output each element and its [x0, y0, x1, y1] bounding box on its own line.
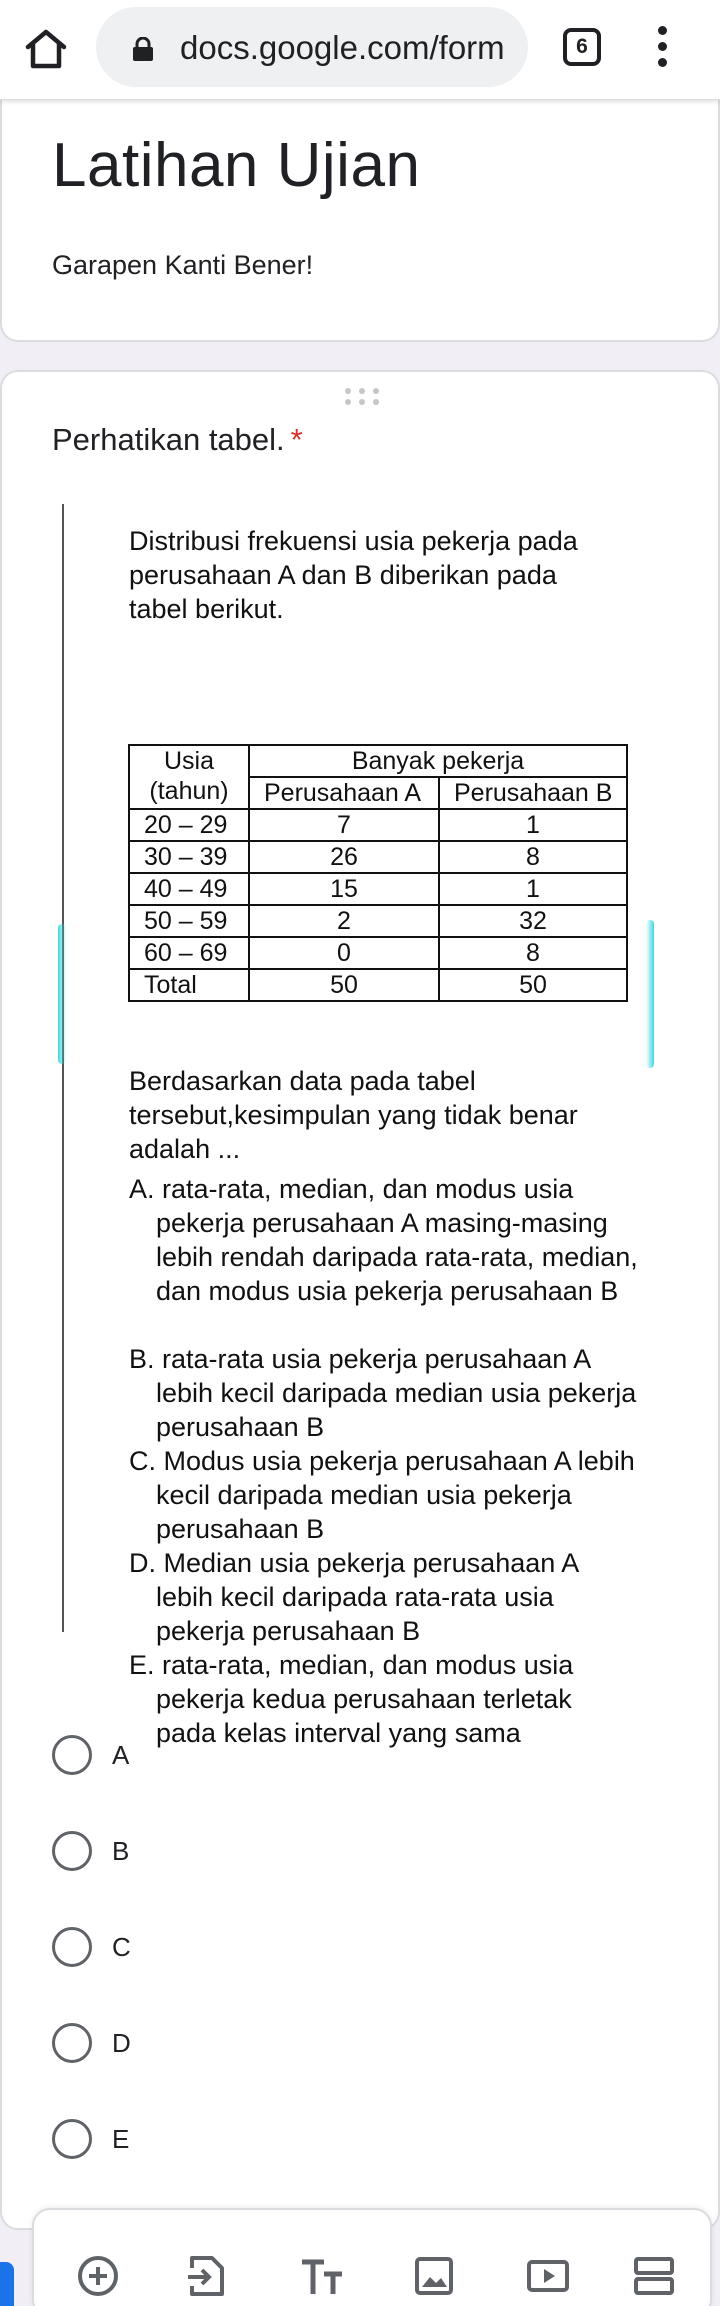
radio-button[interactable] [52, 2119, 92, 2159]
question-title-text: Perhatikan tabel. [52, 422, 285, 457]
form-title: Latihan Ujian [52, 131, 421, 200]
image-border [62, 504, 64, 1632]
image-edge-right [646, 920, 654, 1068]
add-title-icon[interactable] [300, 2254, 344, 2298]
question-image [62, 504, 662, 1748]
table-header-banyak: Banyak pekerja [249, 745, 627, 777]
choice-label: C [112, 1932, 131, 1962]
question-title [52, 422, 303, 458]
choice-a[interactable] [52, 1732, 352, 1782]
home-icon[interactable] [22, 25, 70, 73]
more-vert-icon[interactable] [650, 22, 674, 78]
frequency-table [128, 744, 628, 1002]
add-video-icon[interactable] [526, 2254, 570, 2298]
choice-label: A [112, 1740, 130, 1770]
table-header-usia: Usia (tahun) [129, 745, 249, 809]
form-header-card [0, 100, 720, 342]
add-question-icon[interactable] [76, 2254, 120, 2298]
table-row: 60 – 69 0 8 [129, 937, 627, 969]
table-header-perusahaan-a: Perusahaan A [249, 777, 439, 809]
add-image-icon[interactable] [412, 2254, 456, 2298]
table-row: Total 50 50 [129, 969, 627, 1001]
required-mark: * [290, 422, 303, 457]
selected-card-accent [0, 2262, 14, 2306]
tabs-icon[interactable]: 6 [563, 28, 601, 66]
question-card [0, 370, 720, 2230]
image-intro-text: Distribusi frekuensi usia pekerja pada perusahaan A dan B diberikan pada tabel berikut. [129, 526, 578, 624]
form-editor-toolbar [32, 2208, 712, 2306]
url-bar[interactable] [96, 7, 528, 87]
image-option-d: D. Median usia pekerja perusahaan A lebih kecil daripada rata-rata usia pekerja perusahaan B [129, 1548, 578, 1646]
form-description: Garapen Kanti Bener! [52, 250, 314, 280]
radio-button[interactable] [52, 2023, 92, 2063]
choice-label: E [112, 2124, 130, 2154]
drag-handle-icon[interactable] [345, 386, 379, 406]
image-option-e: E. rata-rata, median, dan modus usia pekerja kedua perusahaan terletak pada kelas interval yang sama [129, 1650, 574, 1748]
image-option-a: A. rata-rata, median, dan modus usia pekerja perusahaan A masing-masing lebih rendah daripada rata-rata, median, dan modus usia pekerja perusahaan B [129, 1174, 638, 1306]
table-row: 20 – 29 7 1 [129, 809, 627, 841]
image-option-b: B. rata-rata usia pekerja perusahaan A lebih kecil daripada median usia pekerja perusahaan B [129, 1344, 637, 1442]
table-row: 30 – 39 26 8 [129, 841, 627, 873]
choice-e[interactable] [52, 2116, 352, 2166]
browser-toolbar [0, 0, 720, 100]
image-edge-left [58, 924, 66, 1064]
choice-c[interactable] [52, 1924, 352, 1974]
table-header-perusahaan-b: Perusahaan B [439, 777, 627, 809]
choice-label: B [112, 1836, 130, 1866]
add-section-icon[interactable] [632, 2254, 676, 2298]
radio-button[interactable] [52, 1735, 92, 1775]
import-questions-icon[interactable] [184, 2254, 228, 2298]
radio-button[interactable] [52, 1831, 92, 1871]
choice-b[interactable] [52, 1828, 352, 1878]
image-option-c: C. Modus usia pekerja perusahaan A lebih kecil daripada median usia pekerja perusahaan B [129, 1446, 635, 1544]
choice-label: D [112, 2028, 131, 2058]
choice-d[interactable] [52, 2020, 352, 2070]
image-question-text: Berdasarkan data pada tabel tersebut,kesimpulan yang tidak benar adalah ... [129, 1066, 578, 1164]
url-text[interactable]: docs.google.com/form [180, 29, 505, 66]
table-row: 40 – 49 15 1 [129, 873, 627, 905]
table-row: 50 – 59 2 32 [129, 905, 627, 937]
lock-icon [132, 37, 154, 61]
radio-button[interactable] [52, 1927, 92, 1967]
